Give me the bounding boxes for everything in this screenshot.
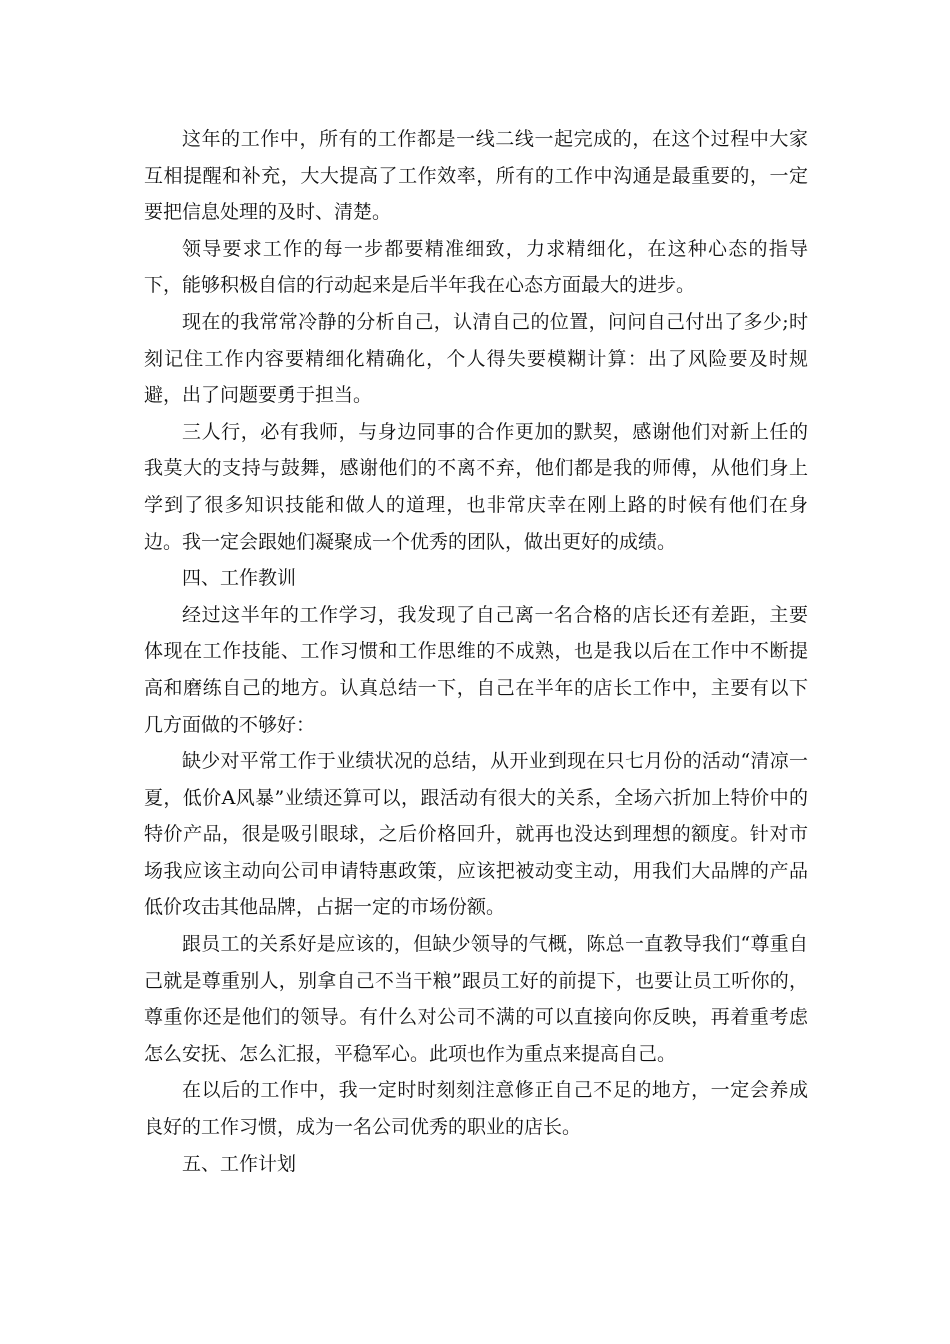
text-line: 产品低价攻击其他品牌，占据一定的市场份额。 [144,859,808,919]
text-line: 高和磨练自己的地方。认真总结一下，自己在半年的店长工作中，主要有以下 [144,676,808,699]
text-line: 我莫大的支持与鼓舞，感谢他们的不离不弃，他们都是我的师傅，从他们身上 [144,457,808,480]
text-line: 体现在工作技能、工作习惯和工作思维的不成熟，也是我以后在工作中不断提 [144,640,808,663]
text-line: 几方面做的不够好： [144,713,316,736]
text-line: 能够积极自信的行动起来是后半年我在心态方面最大的进步。 [182,274,696,297]
text-line: 一夏，低价A风暴”业绩还算可以，跟活动有很大的关系，全场六折加上特价 [144,750,808,809]
document-body [144,121,808,1182]
text-line: 互相提醒和补充，大大提高了工作效率，所有的工作中沟通是最重要的，一定 [144,164,808,187]
text-line: 的，尊重你还是他们的领导。有什么对公司不满的可以直接向你反映，再着重 [144,969,808,1029]
text-line: 三人行，必有我师，与身边同事的合作更加的默契，感谢他们对新上任的 [182,420,808,443]
text-line: 中的特价产品，很是吸引眼球，之后价格回升，就再也没达到理想的额度。针 [144,786,808,846]
text-line: 跟员工的关系好是应该的，但缺少领导的气概，陈总一直教导我们“尊重 [182,933,789,956]
text-line: 考虑怎么安抚、怎么汇报，平稳军心。此项也作为重点来提高自己。 [144,1006,808,1065]
text-line: 缺少对平常工作于业绩状况的总结，从开业到现在只七月份的活动“清凉 [182,750,789,773]
paragraph-future-improvement [144,1072,808,1145]
text-line: 经过这半年的工作学习，我发现了自己离一名合格的店长还有差距，主要 [182,603,808,626]
paragraph-staff-relations [144,926,808,1072]
text-line: 在以后的工作中，我一定时时刻刻注意修正自己不足的地方，一定会养成 [182,1079,808,1102]
text-line: 要把信息处理的及时、清楚。 [144,201,392,224]
section-heading-work-plan [144,1146,808,1183]
paragraph-leadership-requirements [144,231,808,304]
text-line: 这年的工作中，所有的工作都是一线二线一起完成的，在这个过程中大家 [182,128,808,150]
text-line: 自己就是尊重别人，别拿自己不当干粮”跟员工好的前提下，也要让员工听你 [144,933,808,992]
paragraph-performance-summary [144,743,808,926]
text-line: 学到了很多知识技能和做人的道理，也非常庆幸在刚上路的时候有他们在身边。 [144,493,808,553]
text-line: 出了问题要勇于担当。 [182,384,373,407]
paragraph-colleagues [144,414,808,560]
section-heading-lessons [144,560,808,597]
text-line: 现在的我常常冷静的分析自己，认清自己的位置，问问自己付出了多少;时 [182,310,808,333]
text-line: 刻记住工作内容要精细化精确化，个人得失要模糊计算：出了风险要及时规避， [144,347,808,407]
paragraph-shortcomings-intro [144,597,808,743]
text-line: 对市场我应该主动向公司申请特惠政策，应该把被动变主动，用我们大品牌的 [144,823,808,882]
text-line: 良好的工作习惯，成为一名公司优秀的职业的店长。 [144,1116,582,1139]
heading-text: 四、工作教训 [182,567,297,590]
paragraph-self-analysis [144,304,808,414]
heading-text: 五、工作计划 [182,1152,297,1175]
text-line: 领导要求工作的每一步都要精准细致，力求精细化，在这种心态的指导下， [144,237,808,297]
paragraph-teamwork [144,121,808,231]
text-line: 我一定会跟她们凝聚成一个优秀的团队，做出更好的成绩。 [182,530,677,553]
